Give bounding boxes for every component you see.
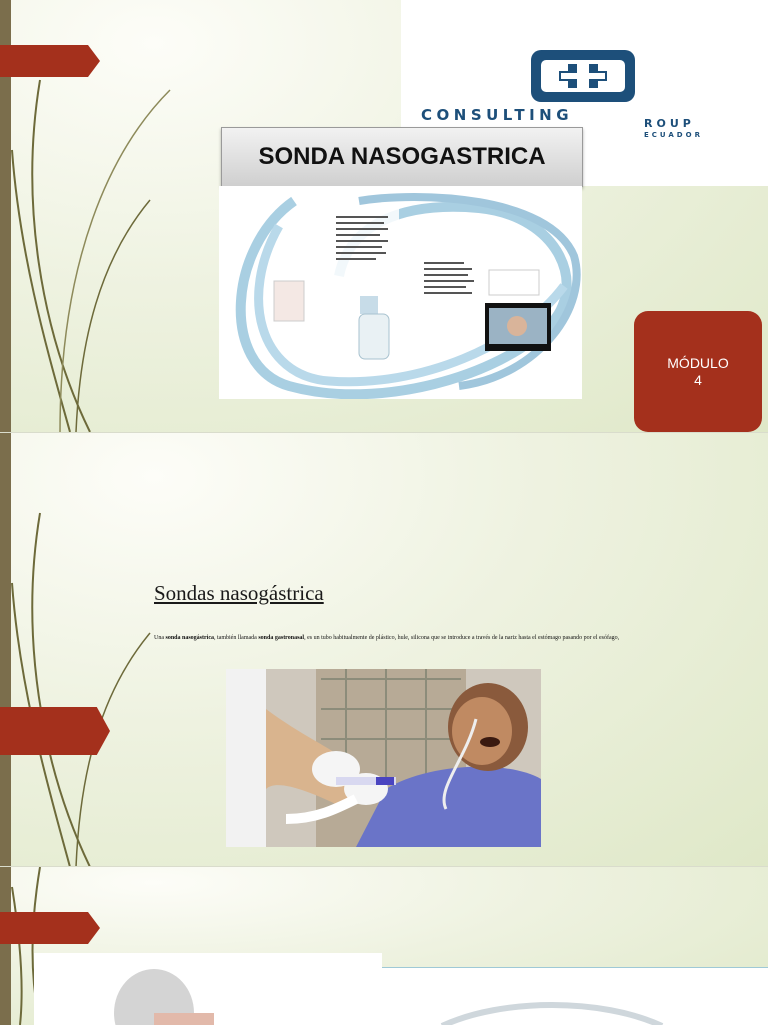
anatomy-image [34, 953, 382, 1025]
slide-title: Sondas nasogástrica [154, 581, 324, 605]
logo-group-text: ROUP [644, 117, 695, 130]
slide-title-banner: SONDA NASOGASTRICA [221, 127, 583, 187]
left-bar [0, 867, 11, 1025]
paragraph-text: Una [154, 635, 166, 641]
module-label: MÓDULO [667, 354, 729, 371]
procedure-photo [226, 669, 541, 847]
module-number: 4 [694, 371, 702, 388]
paragraph-text: , es un tubo habitualmente de plástico, hule, silicona que se introduce a través de la nariz hasta el estómago pasando por el esófago, [304, 635, 620, 641]
slide-3 [0, 866, 768, 1025]
paragraph-text: , también llamada [214, 635, 259, 641]
slide-2 [0, 432, 768, 867]
slide-paragraph [154, 635, 754, 641]
slide-1 [0, 0, 768, 432]
tube-image [382, 967, 768, 1025]
logo-ecuador-text: ECUADOR [644, 131, 703, 139]
left-bar [0, 433, 11, 867]
nasogastric-tube-image [219, 186, 582, 399]
paragraph-bold-term: sonda nasogástrica [165, 635, 215, 641]
section-tab [0, 45, 100, 77]
logo-consulting-text: CONSULTING [421, 106, 574, 124]
module-badge [634, 311, 762, 432]
grass-decoration [0, 433, 180, 867]
paragraph-bold-term: sonda gastronasal [258, 635, 305, 641]
section-tab [0, 707, 110, 755]
section-tab [0, 912, 100, 944]
